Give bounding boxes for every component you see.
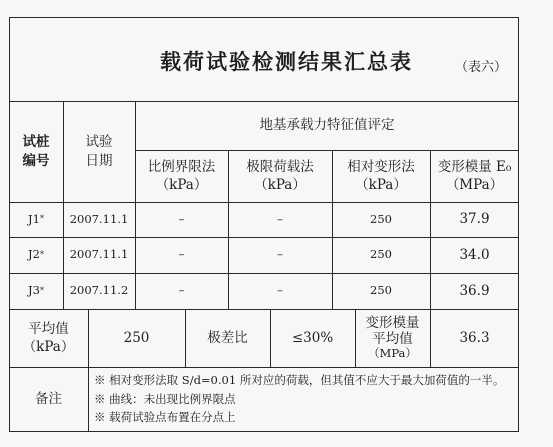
header-ultimate-unit: （kPa） (254, 177, 306, 193)
header-relative-unit: （kPa） (355, 177, 407, 193)
header-relative-name: 相对变形法 (347, 158, 415, 175)
header-proportional-name: 比例界限法 (147, 158, 216, 175)
row2-relative: 250 (370, 247, 392, 262)
summary-modulus-label-line2: 平均值 (372, 331, 413, 348)
header-group: 地基承载力特征值评定 (259, 117, 395, 134)
row3-ultimate: – (277, 283, 283, 298)
summary-range-value: ≤30% (291, 329, 334, 346)
summary-average-label-line1: 平均值 (28, 320, 69, 337)
header-proportional (135, 150, 228, 202)
row1-modulus: 37.9 (459, 211, 490, 228)
row1-proportional: – (178, 211, 185, 226)
header-pile-no (9, 101, 63, 202)
header-relative (332, 150, 430, 202)
row1-pile-text: J1 (28, 211, 40, 226)
row1-relative: 250 (370, 211, 392, 226)
summary-modulus-label-line1: 变形模量 (365, 314, 420, 331)
row1-date: 2007.11.1 (69, 211, 129, 226)
header-pile-no-line1: 试桩 (22, 134, 50, 151)
remark-line-3: ※ 载荷试验点布置在分点上 (94, 410, 236, 424)
row3-pile-text: J3 (28, 283, 40, 298)
header-test-date-line1: 试验 (85, 134, 113, 151)
summary-range-label: 极差比 (207, 329, 248, 346)
row3-relative: 250 (370, 283, 392, 298)
table-number: （表六） (455, 60, 508, 75)
row3-pile (9, 273, 63, 309)
row3-date: 2007.11.2 (69, 283, 129, 298)
header-test-date-line2: 日期 (85, 152, 113, 169)
remarks-label: 备注 (35, 391, 62, 408)
header-modulus-unit: （MPa） (445, 177, 504, 193)
summary-modulus-value: 36.3 (459, 329, 490, 346)
remarks-rule (88, 367, 89, 432)
header-modulus (430, 150, 519, 202)
row1-pile (9, 202, 63, 237)
header-test-date (63, 101, 135, 202)
row2-pile (9, 237, 63, 273)
row1-pile-sup: * (39, 214, 44, 224)
summary-average-label (9, 309, 88, 367)
row3-pile-sup: * (39, 285, 44, 295)
summary-modulus-label (355, 309, 430, 367)
row2-pile-sup: * (39, 249, 44, 259)
remark-line-1: ※ 相对变形法取 S/d=0.01 所对应的荷载，但其值不应大于最大加荷值的一半。 (94, 373, 505, 387)
remark-line-2: ※ 曲线：未出现比例界限点 (94, 392, 236, 406)
row1-ultimate: – (277, 211, 283, 226)
row2-pile-text: J2 (28, 247, 40, 262)
header-modulus-name: 变形模量 E₀ (437, 158, 512, 175)
summary-modulus-label-line3: （MPa） (368, 346, 417, 361)
header-proportional-unit: （kPa） (155, 177, 208, 193)
row3-proportional: – (178, 283, 185, 298)
table-title: 载荷试验检测结果汇总表 (160, 49, 413, 74)
header-ultimate (228, 150, 332, 202)
row2-date: 2007.11.1 (69, 247, 129, 262)
row3-modulus: 36.9 (459, 282, 490, 299)
header-ultimate-name: 极限荷载法 (246, 158, 314, 175)
row2-proportional: – (178, 247, 185, 262)
header-pile-no-line2: 编号 (22, 152, 50, 169)
summary-average-value: 250 (123, 329, 150, 346)
row2-modulus: 34.0 (459, 246, 490, 263)
summary-average-label-line2: （kPa） (22, 339, 75, 355)
row2-ultimate: – (277, 247, 283, 262)
